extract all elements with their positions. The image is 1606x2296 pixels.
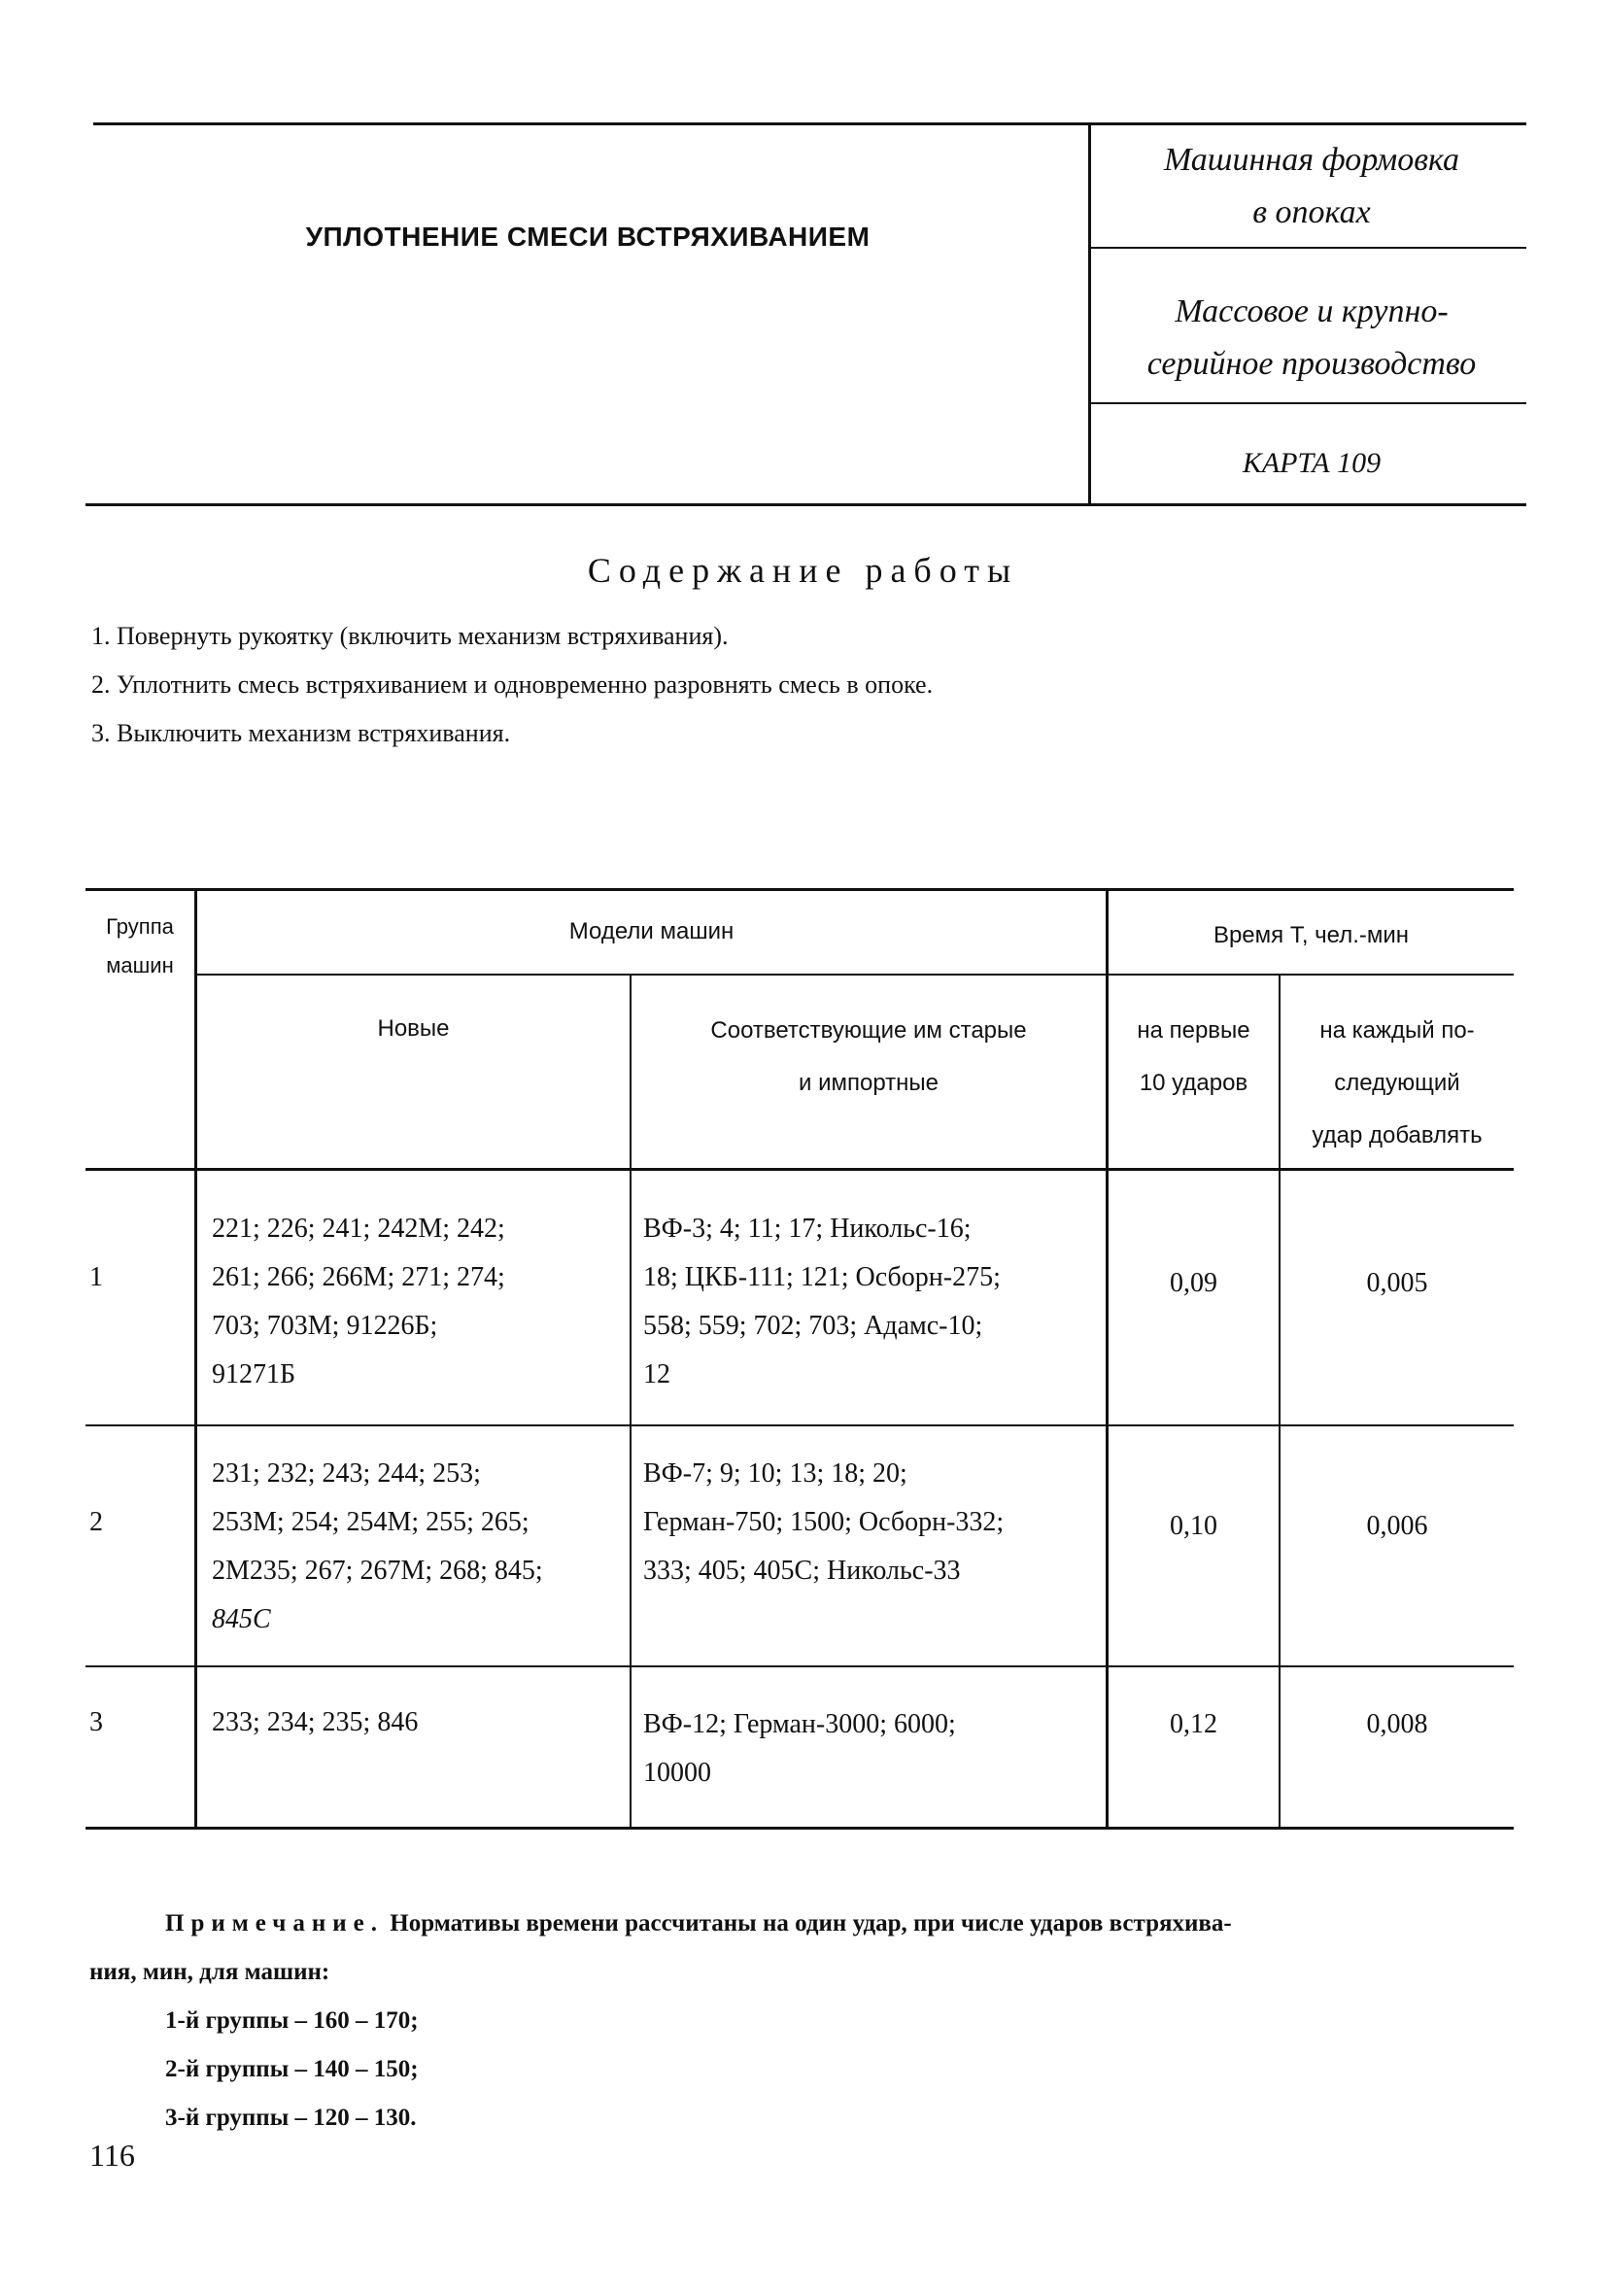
work-step: 1. Повернуть рукоятку (включить механизм встряхивания). <box>91 622 729 650</box>
old-models-cell: ВФ-3; 4; 11; 17; Никольс-16; 18; ЦКБ-111; 121; Осборн-275; 558; 559; 702; 703; Адамс-10; 12 <box>643 1214 1001 1389</box>
production-type-label <box>1098 286 1525 391</box>
table-row-rule <box>85 1665 1514 1667</box>
old-models-cell: ВФ-7; 9; 10; 13; 18; 20; Герман-750; 1500; Осборн-332; 333; 405; 405С; Никольс-33 <box>643 1458 1005 1586</box>
note-line-2: ния, мин, для машин: <box>89 1959 330 1985</box>
column-header-each-next: на каждый по- следующий удар добавлять <box>1312 1017 1483 1148</box>
production-line-2: серийное производство <box>1146 346 1477 382</box>
column-header-time: Время Т, чел.-мин <box>1213 922 1410 948</box>
new-models-cell: 231; 232; 243; 244; 253; 253М; 254; 254М; 255; 265; 2М235; 267; 267М; 268; 845; 845С <box>212 1458 543 1634</box>
header-rule-2 <box>1088 402 1526 404</box>
column-header-new: Новые <box>377 1015 450 1042</box>
header-top-rule <box>93 122 1526 125</box>
card-number: КАРТА 109 <box>1242 447 1382 479</box>
new-models-cell: 233; 234; 235; 846 <box>212 1707 419 1737</box>
production-line-1: Массовое и крупно- <box>1175 293 1449 329</box>
group-cell: 2 <box>89 1507 103 1537</box>
note-item: 1-й группы – 160 – 170; <box>165 2007 419 2034</box>
category-line-2: в опоках <box>1252 194 1371 230</box>
work-step: 2. Уплотнить смесь встряхиванием и одновременно разровнять смесь в опоке. <box>91 670 934 699</box>
table-bottom-rule <box>85 1827 1514 1830</box>
time-first-cell: 0,12 <box>1170 1709 1217 1739</box>
category-line-1: Машинная формовка <box>1163 142 1460 178</box>
time-first-cell: 0,10 <box>1170 1511 1217 1541</box>
category-label <box>1098 134 1525 239</box>
note-line-1 <box>165 1910 1525 1937</box>
time-each-cell: 0,005 <box>1366 1268 1428 1298</box>
time-first-cell: 0,09 <box>1170 1268 1217 1298</box>
column-header-old: Соответствующие им старые и импортные <box>710 1017 1027 1096</box>
table-subheader-rule <box>194 974 1514 976</box>
work-content-title: Содержание работы <box>587 551 1019 590</box>
note-text: Нормативы времени рассчитаны на один удар, при числе ударов встряхива- <box>390 1910 1232 1936</box>
page-number: 116 <box>89 2138 135 2173</box>
column-header-first-10: на первые 10 ударов <box>1137 1017 1250 1096</box>
document-title: УПЛОТНЕНИЕ СМЕСИ ВСТРЯХИВАНИЕМ <box>305 222 871 252</box>
time-each-cell: 0,008 <box>1366 1709 1428 1739</box>
group-cell: 1 <box>89 1262 103 1292</box>
table-header-bottom-rule <box>85 1168 1514 1171</box>
group-cell: 3 <box>89 1707 103 1737</box>
new-models-cell: 221; 226; 241; 242М; 242; 261; 266; 266М; 271; 274; 703; 703М; 91226Б; 91271Б <box>212 1214 505 1389</box>
time-each-cell: 0,006 <box>1366 1511 1428 1541</box>
column-header-models: Модели машин <box>568 918 735 944</box>
table-row-rule <box>85 1424 1514 1426</box>
header-rule-1 <box>1088 247 1526 249</box>
note-item: 2-й группы – 140 – 150; <box>165 2056 419 2082</box>
header-divider <box>1088 122 1091 503</box>
note-label: Примечание. <box>165 1910 385 1936</box>
work-step: 3. Выключить механизм встряхивания. <box>91 719 511 747</box>
old-models-cell: ВФ-12; Герман-3000; 6000; 10000 <box>643 1709 956 1788</box>
table-top-rule <box>85 888 1514 891</box>
header-bottom-rule <box>85 503 1526 506</box>
note-item: 3-й группы – 120 – 130. <box>165 2105 417 2131</box>
column-header-group: Группа машин <box>106 914 174 977</box>
